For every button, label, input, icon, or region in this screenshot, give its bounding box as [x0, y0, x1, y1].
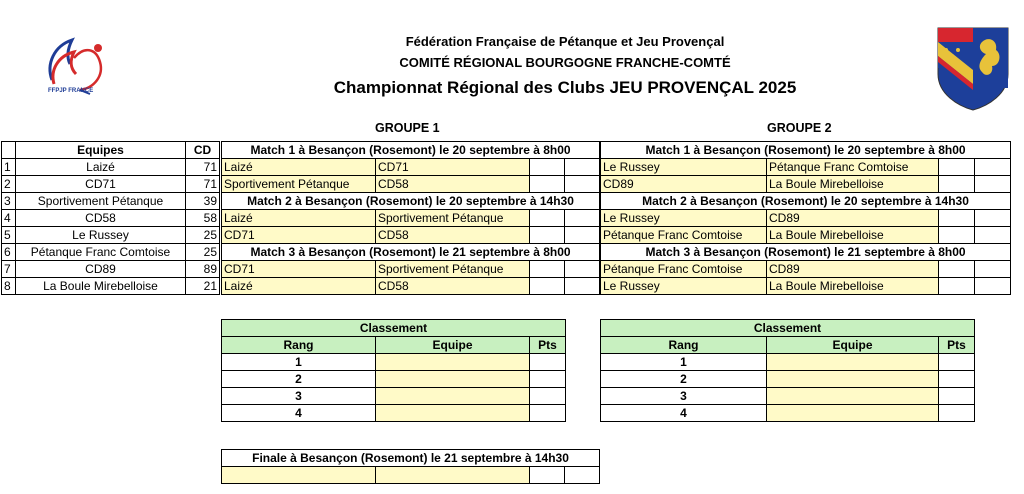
groupe1-matches-table	[221, 141, 600, 295]
ranking-row	[222, 371, 566, 388]
score-b-field[interactable]	[565, 227, 600, 244]
score-a-field[interactable]	[939, 261, 975, 278]
team-name[interactable]: Pétanque Franc Comtoise	[16, 244, 186, 261]
pts-header: Pts	[530, 337, 566, 354]
game-row	[222, 467, 600, 484]
rank-number: 2	[222, 371, 376, 388]
score-a-field[interactable]	[939, 176, 975, 193]
rank-pts-field[interactable]	[939, 405, 975, 422]
score-b-field[interactable]	[565, 159, 600, 176]
row-number: 1	[2, 159, 16, 176]
ffpjp-logo-text: FFPJP FRANCE	[48, 88, 94, 94]
score-b-field[interactable]	[975, 227, 1011, 244]
team-b-field[interactable]: La Boule Mirebelloise	[767, 176, 939, 193]
team-name[interactable]: Sportivement Pétanque	[16, 193, 186, 210]
game-row	[222, 227, 600, 244]
score-b-field[interactable]	[565, 176, 600, 193]
game-row	[222, 210, 600, 227]
team-a-field[interactable]: Pétanque Franc Comtoise	[601, 227, 767, 244]
federation-name: Fédération Française de Pétanque et Jeu Provençal	[405, 34, 725, 49]
finale-score-a-field[interactable]	[530, 467, 565, 484]
rank-pts-field[interactable]	[939, 371, 975, 388]
table-row	[2, 278, 220, 295]
table-row	[2, 193, 220, 210]
team-cd[interactable]: 71	[186, 176, 220, 193]
rank-team-field[interactable]	[767, 388, 939, 405]
score-b-field[interactable]	[565, 261, 600, 278]
score-a-field[interactable]	[530, 278, 565, 295]
equipe-header: Equipe	[376, 337, 530, 354]
comite-name: COMITÉ RÉGIONAL BOURGOGNE FRANCHE-COMTÉ	[399, 55, 731, 70]
table-row	[2, 227, 220, 244]
score-a-field[interactable]	[530, 159, 565, 176]
g1-match3-header: Match 3 à Besançon (Rosemont) le 21 septembre à 8h00	[222, 244, 600, 261]
team-name[interactable]: CD58	[16, 210, 186, 227]
classement-title: Classement	[222, 320, 566, 337]
score-b-field[interactable]	[975, 159, 1011, 176]
ranking-row	[601, 388, 975, 405]
g2-match2-header: Match 2 à Besançon (Rosemont) le 20 septembre à 14h30	[601, 193, 1011, 210]
team-name[interactable]: Le Russey	[16, 227, 186, 244]
rank-pts-field[interactable]	[530, 371, 566, 388]
game-row	[601, 176, 1011, 193]
equipes-header: Equipes	[16, 142, 186, 159]
g2-match3-header: Match 3 à Besançon (Rosemont) le 21 septembre à 8h00	[601, 244, 1011, 261]
team-cd[interactable]: 21	[186, 278, 220, 295]
score-b-field[interactable]	[975, 210, 1011, 227]
rank-number: 4	[222, 405, 376, 422]
rang-header: Rang	[222, 337, 376, 354]
rank-number: 1	[222, 354, 376, 371]
team-b-field[interactable]: CD71	[376, 159, 530, 176]
team-a-field[interactable]: Le Russey	[601, 210, 767, 227]
team-a-field[interactable]: Le Russey	[601, 159, 767, 176]
cd-header: CD	[186, 142, 220, 159]
team-cd[interactable]: 25	[186, 244, 220, 261]
team-b-field[interactable]: CD58	[376, 278, 530, 295]
equipe-header: Equipe	[767, 337, 939, 354]
score-a-field[interactable]	[530, 227, 565, 244]
score-b-field[interactable]	[565, 278, 600, 295]
team-name[interactable]: CD71	[16, 176, 186, 193]
team-b-field[interactable]: Sportivement Pétanque	[376, 261, 530, 278]
classement-title: Classement	[601, 320, 975, 337]
score-a-field[interactable]	[939, 278, 975, 295]
game-row	[222, 176, 600, 193]
row-number: 8	[2, 278, 16, 295]
team-a-field[interactable]: Laizé	[222, 278, 376, 295]
finale-header: Finale à Besançon (Rosemont) le 21 septembre à 14h30	[222, 450, 600, 467]
team-cd[interactable]: 89	[186, 261, 220, 278]
g2-match1-header: Match 1 à Besançon (Rosemont) le 20 septembre à 8h00	[601, 142, 1011, 159]
team-a-field[interactable]: Laizé	[222, 159, 376, 176]
team-a-field[interactable]: CD89	[601, 176, 767, 193]
rank-number: 2	[601, 371, 767, 388]
rank-team-field[interactable]	[767, 405, 939, 422]
bourgogne-franche-comte-crest-icon	[936, 26, 1010, 112]
score-a-field[interactable]	[530, 261, 565, 278]
team-b-field[interactable]: La Boule Mirebelloise	[767, 278, 939, 295]
game-row	[601, 159, 1011, 176]
game-row	[222, 261, 600, 278]
ranking-row	[222, 405, 566, 422]
groupe2-title: GROUPE 2	[767, 121, 832, 135]
team-name[interactable]: Laizé	[16, 159, 186, 176]
team-cd[interactable]: 71	[186, 159, 220, 176]
game-row	[601, 278, 1011, 295]
rank-number: 3	[222, 388, 376, 405]
g1-match1-header: Match 1 à Besançon (Rosemont) le 20 septembre à 8h00	[222, 142, 600, 159]
groupe2-matches-table	[600, 141, 1011, 295]
team-b-field[interactable]: Sportivement Pétanque	[376, 210, 530, 227]
classement-groupe2-table	[600, 319, 975, 422]
finale-team-a-field[interactable]	[222, 467, 376, 484]
ranking-row	[222, 354, 566, 371]
row-number: 7	[2, 261, 16, 278]
team-b-field[interactable]: CD58	[376, 227, 530, 244]
rang-header: Rang	[601, 337, 767, 354]
score-a-field[interactable]	[939, 227, 975, 244]
team-a-field[interactable]: Laizé	[222, 210, 376, 227]
pts-header: Pts	[939, 337, 975, 354]
equipes-table	[1, 141, 220, 295]
table-row	[2, 176, 220, 193]
table-row	[2, 261, 220, 278]
game-row	[601, 210, 1011, 227]
rank-team-field[interactable]	[767, 371, 939, 388]
team-a-field[interactable]: CD71	[222, 261, 376, 278]
team-b-field[interactable]: Pétanque Franc Comtoise	[767, 159, 939, 176]
rank-pts-field[interactable]	[530, 354, 566, 371]
table-row	[2, 244, 220, 261]
finale-table	[221, 449, 600, 484]
page-title: Championnat Régional des Clubs JEU PROVENÇAL 2025	[333, 78, 797, 97]
rank-pts-field[interactable]	[939, 388, 975, 405]
equipes-header-num	[2, 142, 16, 159]
row-number: 4	[2, 210, 16, 227]
rank-team-field[interactable]	[376, 388, 530, 405]
team-b-field[interactable]: CD58	[376, 176, 530, 193]
rank-number: 4	[601, 405, 767, 422]
team-b-field[interactable]: CD89	[767, 210, 939, 227]
game-row	[222, 159, 600, 176]
rank-team-field[interactable]	[376, 405, 530, 422]
ranking-row	[601, 371, 975, 388]
table-row	[2, 159, 220, 176]
rank-number: 3	[601, 388, 767, 405]
game-row	[222, 278, 600, 295]
finale-team-b-field[interactable]	[376, 467, 530, 484]
team-b-field[interactable]: La Boule Mirebelloise	[767, 227, 939, 244]
score-b-field[interactable]	[975, 261, 1011, 278]
row-number: 5	[2, 227, 16, 244]
team-b-field[interactable]: CD89	[767, 261, 939, 278]
team-name[interactable]: CD89	[16, 261, 186, 278]
rank-number: 1	[601, 354, 767, 371]
finale-score-b-field[interactable]	[565, 467, 600, 484]
rank-team-field[interactable]	[376, 371, 530, 388]
row-number: 6	[2, 244, 16, 261]
row-number: 3	[2, 193, 16, 210]
rank-pts-field[interactable]	[530, 388, 566, 405]
score-b-field[interactable]	[565, 210, 600, 227]
score-a-field[interactable]	[530, 176, 565, 193]
ranking-row	[601, 354, 975, 371]
game-row	[601, 227, 1011, 244]
team-cd[interactable]: 58	[186, 210, 220, 227]
team-cd[interactable]: 25	[186, 227, 220, 244]
team-a-field[interactable]: Sportivement Pétanque	[222, 176, 376, 193]
score-b-field[interactable]	[975, 278, 1011, 295]
rank-pts-field[interactable]	[530, 405, 566, 422]
rank-team-field[interactable]	[767, 354, 939, 371]
team-cd[interactable]: 39	[186, 193, 220, 210]
team-a-field[interactable]: Pétanque Franc Comtoise	[601, 261, 767, 278]
table-row	[2, 210, 220, 227]
score-a-field[interactable]	[530, 210, 565, 227]
ranking-row	[222, 388, 566, 405]
score-a-field[interactable]	[939, 210, 975, 227]
groupe1-title: GROUPE 1	[375, 121, 440, 135]
game-row	[601, 261, 1011, 278]
ffpjp-logo	[40, 28, 110, 106]
score-b-field[interactable]	[975, 176, 1011, 193]
ranking-row	[601, 405, 975, 422]
g1-match2-header: Match 2 à Besançon (Rosemont) le 20 septembre à 14h30	[222, 193, 600, 210]
classement-groupe1-table	[221, 319, 566, 422]
team-a-field[interactable]: Le Russey	[601, 278, 767, 295]
score-a-field[interactable]	[939, 159, 975, 176]
team-name[interactable]: La Boule Mirebelloise	[16, 278, 186, 295]
rank-team-field[interactable]	[376, 354, 530, 371]
team-a-field[interactable]: CD71	[222, 227, 376, 244]
row-number: 2	[2, 176, 16, 193]
rank-pts-field[interactable]	[939, 354, 975, 371]
